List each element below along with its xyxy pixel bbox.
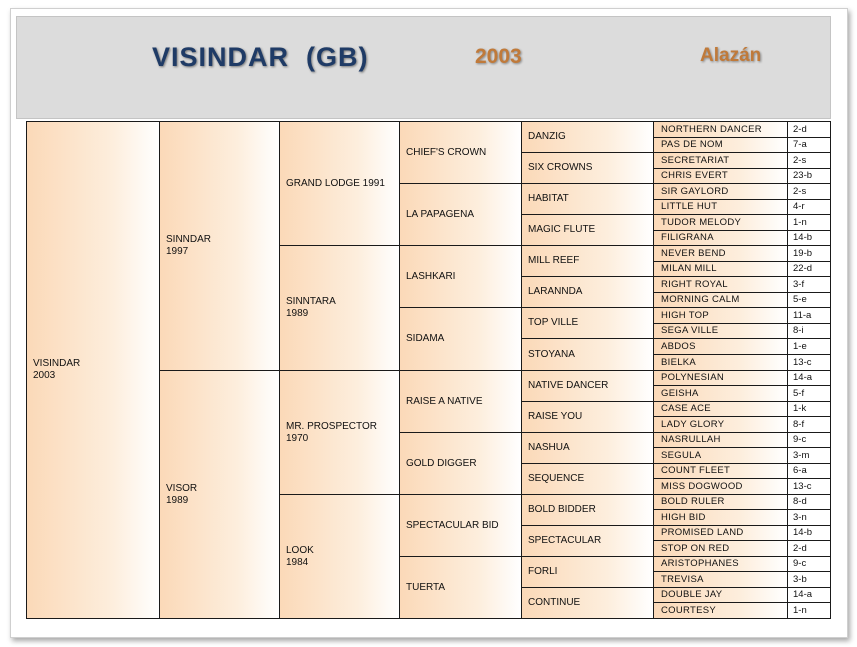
ancestor-name: BOLD BIDDER bbox=[528, 504, 596, 515]
family-number-cell bbox=[787, 602, 831, 619]
ancestor-name: DOUBLE JAY bbox=[661, 589, 723, 600]
family-number-cell bbox=[787, 385, 831, 402]
family-number: 14-b bbox=[793, 527, 813, 538]
family-number: 3-n bbox=[793, 511, 807, 523]
ancestor-name: SPECTACULAR bbox=[528, 535, 602, 546]
family-number: 5-e bbox=[793, 294, 807, 305]
ancestor-name: HIGH BID bbox=[661, 511, 706, 523]
ancestor-name: MISS DOGWOOD bbox=[661, 480, 743, 492]
family-number-cell bbox=[787, 199, 831, 215]
family-number-cell bbox=[787, 556, 831, 572]
horse-year: 2003 bbox=[33, 370, 56, 381]
ancestor-gen5-cell bbox=[653, 323, 788, 339]
family-number: 19-b bbox=[793, 247, 813, 259]
ancestor-gen5-cell bbox=[653, 602, 788, 619]
ancestor-gen5-cell bbox=[653, 354, 788, 371]
ancestor-name: SIR GAYLORD bbox=[661, 185, 729, 197]
ancestor-gen5-cell bbox=[653, 338, 788, 355]
ancestor-gen5-cell bbox=[653, 463, 788, 479]
ancestor-name: CASE ACE bbox=[661, 403, 711, 414]
ancestor-name: HABITAT bbox=[528, 193, 569, 204]
family-number: 14-a bbox=[793, 372, 813, 383]
ancestor-gen4-cell bbox=[521, 245, 654, 277]
family-number-cell bbox=[787, 370, 831, 386]
family-number: 1-e bbox=[793, 340, 807, 352]
family-number: 3-b bbox=[793, 573, 807, 585]
family-number: 5-f bbox=[793, 387, 805, 399]
ancestor-gen5-cell bbox=[653, 152, 788, 169]
family-number: 1-n bbox=[793, 604, 807, 616]
ancestor-gen5-cell bbox=[653, 276, 788, 293]
ancestor-name: TUERTA bbox=[406, 581, 446, 593]
ancestor-name: SINNDAR bbox=[166, 234, 212, 245]
ancestor-name: VISOR bbox=[166, 482, 198, 494]
ancestor-gen4-cell bbox=[521, 587, 654, 619]
family-number-cell bbox=[787, 121, 831, 138]
ancestor-name: RAISE A NATIVE bbox=[406, 395, 483, 407]
horse-title: VISINDAR (GB) bbox=[152, 42, 369, 72]
ancestor-gen5-cell bbox=[653, 183, 788, 200]
ancestor-name: GOLD DIGGER bbox=[406, 457, 477, 469]
ancestor-gen5-cell bbox=[653, 199, 788, 215]
ancestor-gen4-cell bbox=[521, 152, 654, 184]
ancestor-name: COUNT FLEET bbox=[661, 465, 731, 476]
ancestor-name: NASHUA bbox=[528, 442, 570, 453]
family-number-cell bbox=[787, 183, 831, 200]
family-number-cell bbox=[787, 323, 831, 339]
ancestor-year: 1970 bbox=[286, 432, 309, 444]
ancestor-name: RAISE YOU bbox=[528, 411, 583, 422]
ancestor-gen3-cell bbox=[399, 556, 522, 619]
family-number: 11-a bbox=[793, 309, 812, 321]
ancestor-name: BOLD RULER bbox=[661, 496, 725, 507]
ancestor-gen3-cell bbox=[399, 121, 522, 184]
ancestor-name: TOP VILLE bbox=[528, 317, 579, 328]
subject-horse-cell bbox=[26, 121, 160, 619]
ancestor-gen5-cell bbox=[653, 292, 788, 308]
ancestor-gen5-cell bbox=[653, 214, 788, 231]
ancestor-name: SEQUENCE bbox=[528, 473, 585, 484]
ancestor-name: SEGULA bbox=[661, 449, 702, 461]
ancestor-name: FORLI bbox=[528, 566, 558, 577]
family-number-cell bbox=[787, 525, 831, 541]
ancestor-gen4-cell bbox=[521, 556, 654, 588]
pedigree-table bbox=[26, 121, 830, 618]
ancestor-name: LARANNDA bbox=[528, 286, 583, 297]
ancestor-gen5-cell bbox=[653, 370, 788, 386]
family-number-cell bbox=[787, 137, 831, 153]
ancestor-name: NORTHERN DANCER bbox=[661, 123, 762, 135]
family-number-cell bbox=[787, 152, 831, 169]
ancestor-gen5-cell bbox=[653, 540, 788, 557]
coat-color: Alazán bbox=[700, 45, 762, 66]
ancestor-name: SINNTARA bbox=[286, 296, 336, 307]
family-number-cell bbox=[787, 338, 831, 355]
ancestor-name: STOP ON RED bbox=[661, 542, 730, 554]
ancestor-gen4-cell bbox=[521, 370, 654, 402]
ancestor-name: PROMISED LAND bbox=[661, 527, 744, 538]
family-number-cell bbox=[787, 214, 831, 231]
family-number: 6-a bbox=[793, 465, 807, 476]
ancestor-gen1-cell bbox=[159, 370, 280, 619]
family-number-cell bbox=[787, 245, 831, 262]
family-number-cell bbox=[787, 571, 831, 588]
ancestor-gen1-cell bbox=[159, 121, 280, 371]
ancestor-name: HIGH TOP bbox=[661, 309, 709, 321]
ancestor-name: COURTESY bbox=[661, 604, 717, 616]
ancestor-gen3-cell bbox=[399, 432, 522, 495]
ancestor-name: LA PAPAGENA bbox=[406, 208, 474, 220]
ancestor-gen4-cell bbox=[521, 463, 654, 495]
family-number-cell bbox=[787, 401, 831, 417]
ancestor-name: LOOK bbox=[286, 544, 314, 556]
family-number-cell bbox=[787, 354, 831, 371]
ancestor-name: DANZIG bbox=[528, 131, 566, 142]
family-number: 13-c bbox=[793, 356, 812, 368]
ancestor-gen5-cell bbox=[653, 556, 788, 572]
ancestor-name: MORNING CALM bbox=[661, 294, 740, 305]
family-number-cell bbox=[787, 230, 831, 246]
ancestor-name: MAGIC FLUTE bbox=[528, 224, 596, 235]
ancestor-name: MILL REEF bbox=[528, 255, 580, 266]
ancestor-gen3-cell bbox=[399, 494, 522, 557]
ancestor-gen5-cell bbox=[653, 587, 788, 603]
ancestor-gen5-cell bbox=[653, 137, 788, 153]
ancestor-name: LADY GLORY bbox=[661, 418, 725, 430]
family-number: 3-f bbox=[793, 278, 805, 290]
ancestor-name: MR. PROSPECTOR bbox=[286, 420, 377, 432]
ancestor-gen5-cell bbox=[653, 416, 788, 433]
ancestor-name: SEGA VILLE bbox=[661, 325, 719, 336]
birth-year: 2003 bbox=[475, 45, 522, 68]
ancestor-year: 1989 bbox=[286, 308, 309, 319]
family-number: 1-k bbox=[793, 403, 807, 414]
ancestor-year: 1989 bbox=[166, 494, 189, 506]
family-number: 2-d bbox=[793, 123, 807, 135]
ancestor-gen2-cell bbox=[279, 370, 400, 495]
ancestor-gen3-cell bbox=[399, 370, 522, 433]
ancestor-name: BIELKA bbox=[661, 356, 697, 368]
ancestor-gen4-cell bbox=[521, 307, 654, 339]
family-number: 2-d bbox=[793, 542, 807, 554]
ancestor-gen2-cell bbox=[279, 121, 400, 246]
family-number: 9-c bbox=[793, 434, 807, 445]
ancestor-name: CHIEF'S CROWN bbox=[406, 146, 487, 158]
ancestor-name: SIDAMA bbox=[406, 333, 445, 344]
family-number-cell bbox=[787, 478, 831, 495]
family-number-cell bbox=[787, 168, 831, 184]
pedigree-header bbox=[16, 16, 831, 119]
ancestor-name: PAS DE NOM bbox=[661, 139, 723, 150]
family-number-cell bbox=[787, 261, 831, 277]
ancestor-gen4-cell bbox=[521, 432, 654, 464]
family-number-cell bbox=[787, 494, 831, 510]
ancestor-gen5-cell bbox=[653, 385, 788, 402]
ancestor-gen5-cell bbox=[653, 121, 788, 138]
ancestor-name: LASHKARI bbox=[406, 270, 456, 282]
ancestor-gen4-cell bbox=[521, 276, 654, 308]
family-number: 8-i bbox=[793, 325, 804, 336]
ancestor-gen5-cell bbox=[653, 307, 788, 324]
family-number-cell bbox=[787, 540, 831, 557]
ancestor-gen4-cell bbox=[521, 183, 654, 215]
ancestor-name: RIGHT ROYAL bbox=[661, 278, 728, 290]
ancestor-name: ARISTOPHANES bbox=[661, 558, 739, 569]
ancestor-name: NATIVE DANCER bbox=[528, 380, 609, 391]
ancestor-gen5-cell bbox=[653, 261, 788, 277]
ancestor-gen5-cell bbox=[653, 230, 788, 246]
family-number-cell bbox=[787, 292, 831, 308]
family-number: 8-f bbox=[793, 418, 805, 430]
ancestor-name: CHRIS EVERT bbox=[661, 170, 728, 181]
family-number-cell bbox=[787, 307, 831, 324]
family-number-cell bbox=[787, 587, 831, 603]
family-number: 4-r bbox=[793, 201, 805, 212]
ancestor-name: NEVER BEND bbox=[661, 247, 726, 259]
family-number-cell bbox=[787, 509, 831, 526]
ancestor-name: LITTLE HUT bbox=[661, 201, 718, 212]
ancestor-year: 1997 bbox=[166, 246, 189, 257]
ancestor-name: SPECTACULAR BID bbox=[406, 519, 499, 531]
ancestor-gen5-cell bbox=[653, 494, 788, 510]
ancestor-gen3-cell bbox=[399, 245, 522, 308]
ancestor-gen3-cell bbox=[399, 183, 522, 246]
family-number: 9-c bbox=[793, 558, 807, 569]
ancestor-gen5-cell bbox=[653, 478, 788, 495]
ancestor-gen5-cell bbox=[653, 245, 788, 262]
ancestor-gen2-cell bbox=[279, 245, 400, 371]
horse-name: VISINDAR bbox=[33, 358, 81, 369]
ancestor-gen5-cell bbox=[653, 525, 788, 541]
ancestor-gen4-cell bbox=[521, 401, 654, 433]
family-number-cell bbox=[787, 416, 831, 433]
ancestor-gen2-cell bbox=[279, 494, 400, 619]
ancestor-gen5-cell bbox=[653, 509, 788, 526]
ancestor-name: TUDOR MELODY bbox=[661, 216, 742, 228]
ancestor-name: TREVISA bbox=[661, 573, 704, 585]
family-number: 23-b bbox=[793, 170, 813, 181]
family-number: 22-d bbox=[793, 263, 813, 274]
family-number: 7-a bbox=[793, 139, 807, 150]
ancestor-name: MILAN MILL bbox=[661, 263, 717, 274]
ancestor-gen5-cell bbox=[653, 447, 788, 464]
ancestor-gen4-cell bbox=[521, 525, 654, 557]
family-number: 2-s bbox=[793, 185, 807, 197]
ancestor-year: 1984 bbox=[286, 556, 309, 568]
family-number-cell bbox=[787, 447, 831, 464]
ancestor-gen5-cell bbox=[653, 168, 788, 184]
ancestor-name: ABDOS bbox=[661, 340, 696, 352]
family-number-cell bbox=[787, 463, 831, 479]
ancestor-name: NASRULLAH bbox=[661, 434, 721, 445]
family-number: 14-a bbox=[793, 589, 813, 600]
ancestor-gen4-cell bbox=[521, 121, 654, 153]
ancestor-gen5-cell bbox=[653, 571, 788, 588]
family-number: 1-n bbox=[793, 216, 807, 228]
ancestor-name: STOYANA bbox=[528, 348, 575, 360]
ancestor-name: SIX CROWNS bbox=[528, 162, 593, 173]
family-number: 13-c bbox=[793, 480, 812, 492]
family-number: 8-d bbox=[793, 496, 807, 507]
ancestor-name: GEISHA bbox=[661, 387, 699, 399]
family-number: 2-s bbox=[793, 154, 807, 166]
family-number-cell bbox=[787, 276, 831, 293]
ancestor-gen3-cell bbox=[399, 307, 522, 371]
family-number: 3-m bbox=[793, 449, 810, 461]
ancestor-gen4-cell bbox=[521, 214, 654, 246]
ancestor-gen4-cell bbox=[521, 338, 654, 371]
ancestor-name: SECRETARIAT bbox=[661, 154, 730, 166]
family-number: 14-b bbox=[793, 232, 813, 243]
ancestor-gen5-cell bbox=[653, 432, 788, 448]
family-number-cell bbox=[787, 432, 831, 448]
ancestor-name: POLYNESIAN bbox=[661, 372, 725, 383]
ancestor-gen5-cell bbox=[653, 401, 788, 417]
ancestor-name: FILIGRANA bbox=[661, 232, 714, 243]
ancestor-gen4-cell bbox=[521, 494, 654, 526]
ancestor-name: CONTINUE bbox=[528, 597, 581, 608]
ancestor-name: GRAND LODGE 1991 bbox=[286, 177, 385, 189]
